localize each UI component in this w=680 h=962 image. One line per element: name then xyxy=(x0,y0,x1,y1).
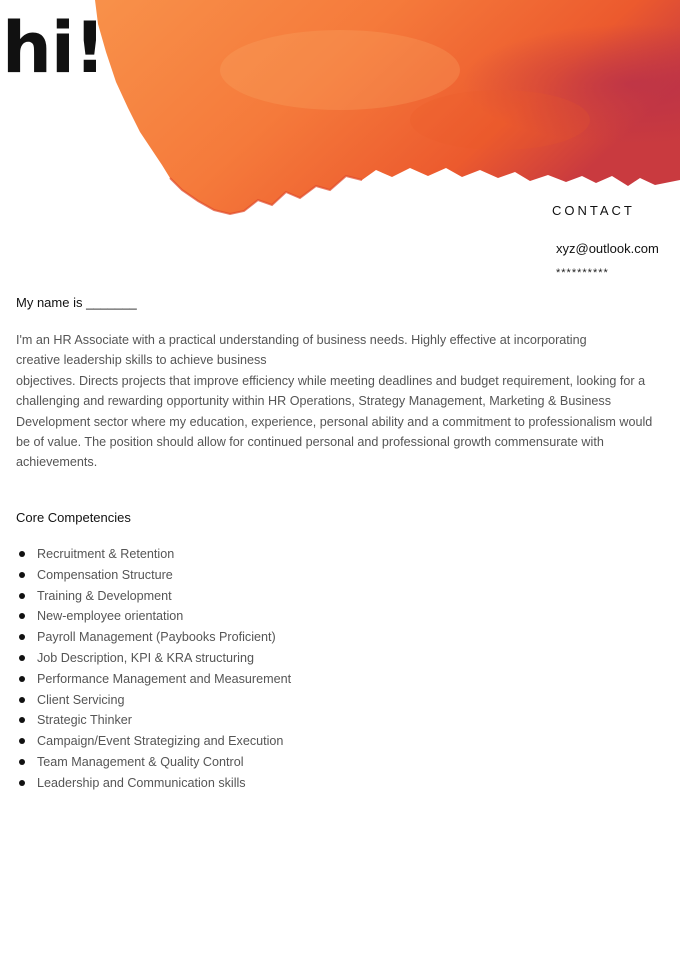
list-item: Recruitment & Retention xyxy=(16,544,291,565)
list-item: New-employee orientation xyxy=(16,606,291,627)
list-item: Performance Management and Measurement xyxy=(16,669,291,690)
summary-line: challenging and rewarding opportunity within HR Operations, Strategy Management, Marketing & Business xyxy=(16,394,612,409)
summary-line: achievements. xyxy=(16,455,98,470)
contact-phone: ********** xyxy=(556,267,609,279)
competencies-list xyxy=(16,544,291,794)
summary-line: I'm an HR Associate with a practical understanding of business needs. Highly effective at incorporating xyxy=(16,333,587,347)
list-item: Strategic Thinker xyxy=(16,710,291,731)
contact-email: xyz@outlook.com xyxy=(556,241,659,256)
name-line: My name is _______ xyxy=(16,295,137,310)
list-item: Leadership and Communication skills xyxy=(16,773,291,794)
greeting-title: hi! xyxy=(2,7,105,89)
summary-paragraph xyxy=(16,330,680,473)
list-item: Job Description, KPI & KRA structuring xyxy=(16,648,291,669)
contact-heading: CONTACT xyxy=(552,203,635,218)
summary-line: creative leadership skills to achieve business xyxy=(16,353,267,368)
summary-line: be of value. The position should allow for continued personal and professional growth commensurate with xyxy=(16,435,604,450)
list-item: Team Management & Quality Control xyxy=(16,752,291,773)
list-item: Compensation Structure xyxy=(16,565,291,586)
list-item: Training & Development xyxy=(16,586,291,607)
list-item: Payroll Management (Paybooks Proficient) xyxy=(16,627,291,648)
summary-line: Development sector where my education, experience, personal ability and a commitment to professionalism would xyxy=(16,414,653,429)
core-competencies-heading: Core Competencies xyxy=(16,510,131,525)
summary-line: objectives. Directs projects that improve efficiency while meeting deadlines and budget requirement, looking for a xyxy=(16,373,646,388)
list-item: Campaign/Event Strategizing and Execution xyxy=(16,731,291,752)
list-item: Client Servicing xyxy=(16,690,291,711)
